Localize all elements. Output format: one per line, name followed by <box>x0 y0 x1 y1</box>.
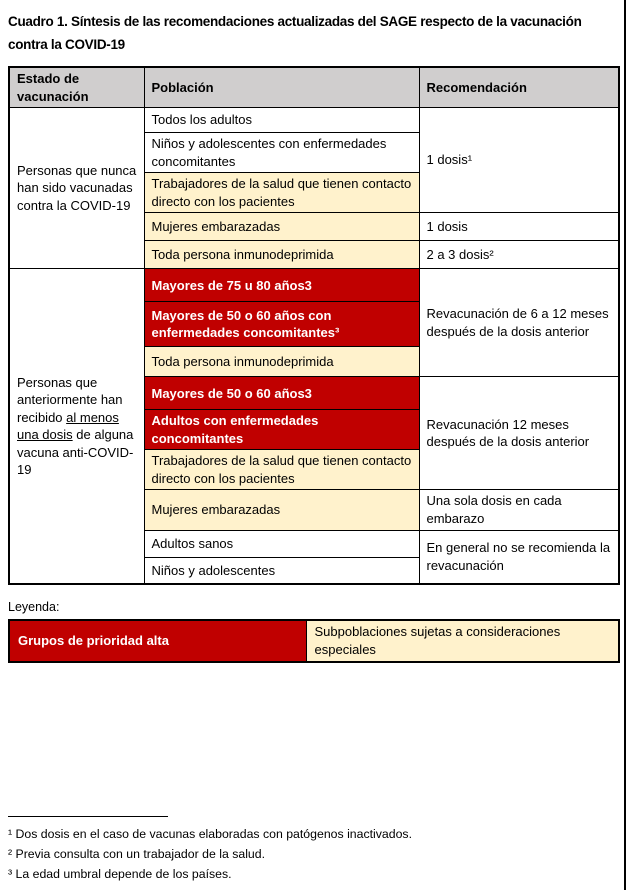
state-cell-previously-vaccinated <box>9 269 144 584</box>
legend-label: Leyenda: <box>8 600 60 615</box>
legend-special-considerations-cell: Subpoblaciones sujetas a consideraciones especiales <box>306 620 619 662</box>
legend-row <box>9 620 619 662</box>
recommendation-cell: 2 a 3 dosis² <box>419 241 619 269</box>
population-cell: Toda persona inmunodeprimida <box>144 241 419 269</box>
population-cell: Toda persona inmunodeprimida <box>144 347 419 377</box>
state-text-part2: de alguna vacuna anti-COVID-19 <box>17 427 134 478</box>
footnotes-section <box>8 816 608 884</box>
population-cell: Mayores de 50 o 60 años3 <box>144 377 419 410</box>
table-row <box>9 269 619 302</box>
state-text-part1: Personas que anteriormente han recibido <box>17 374 123 425</box>
population-cell: Trabajadores de la salud que tienen contacto directo con los pacientes <box>144 450 419 490</box>
column-header-recomendacion: Recomendación <box>419 67 619 108</box>
recommendation-cell: 1 dosis <box>419 213 619 241</box>
population-cell: Trabajadores de la salud que tienen contacto directo con los pacientes <box>144 173 419 213</box>
footnote-3: ³ La edad umbral depende de los países. <box>8 867 232 881</box>
page-title: Cuadro 1. Síntesis de las recomendaciones actualizadas del SAGE respecto de la vacunación contra la COVID-19 <box>8 14 582 52</box>
footnote-2: ² Previa consulta con un trabajador de la salud. <box>8 847 266 861</box>
legend-table <box>8 619 620 663</box>
population-cell: Adultos con enfermedades concomitantes <box>144 410 419 450</box>
population-cell: Mujeres embarazadas <box>144 490 419 530</box>
footnote-separator <box>8 816 168 817</box>
recommendation-cell: Revacunación de 6 a 12 meses después de la dosis anterior <box>419 269 619 377</box>
footnote-1: ¹ Dos dosis en el caso de vacunas elaboradas con patógenos inactivados. <box>8 827 413 841</box>
page-edge-line <box>624 0 626 890</box>
recommendation-cell: En general no se recomienda la revacunación <box>419 530 619 584</box>
population-cell: Todos los adultos <box>144 108 419 133</box>
recommendation-cell: Una sola dosis en cada embarazo <box>419 490 619 530</box>
recommendation-cell: Revacunación 12 meses después de la dosis anterior <box>419 377 619 490</box>
recommendation-cell: 1 dosis¹ <box>419 108 619 213</box>
population-cell: Mayores de 75 u 80 años3 <box>144 269 419 302</box>
table-row <box>9 108 619 133</box>
population-cell: Mujeres embarazadas <box>144 213 419 241</box>
population-cell: Mayores de 50 o 60 años con enfermedades concomitantes³ <box>144 302 419 347</box>
legend-high-priority-cell: Grupos de prioridad alta <box>9 620 306 662</box>
recommendations-table <box>8 66 620 585</box>
state-text-underlined: al menos una dosis <box>17 409 119 443</box>
population-cell: Niños y adolescentes <box>144 557 419 584</box>
state-cell-never-vaccinated: Personas que nunca han sido vacunadas contra la COVID-19 <box>9 108 144 269</box>
column-header-estado-vacunacion: Estado de vacunación <box>9 67 144 108</box>
population-cell: Adultos sanos <box>144 530 419 557</box>
population-cell: Niños y adolescentes con enfermedades concomitantes <box>144 133 419 173</box>
column-header-poblacion: Población <box>144 67 419 108</box>
table-header-row <box>9 67 619 108</box>
